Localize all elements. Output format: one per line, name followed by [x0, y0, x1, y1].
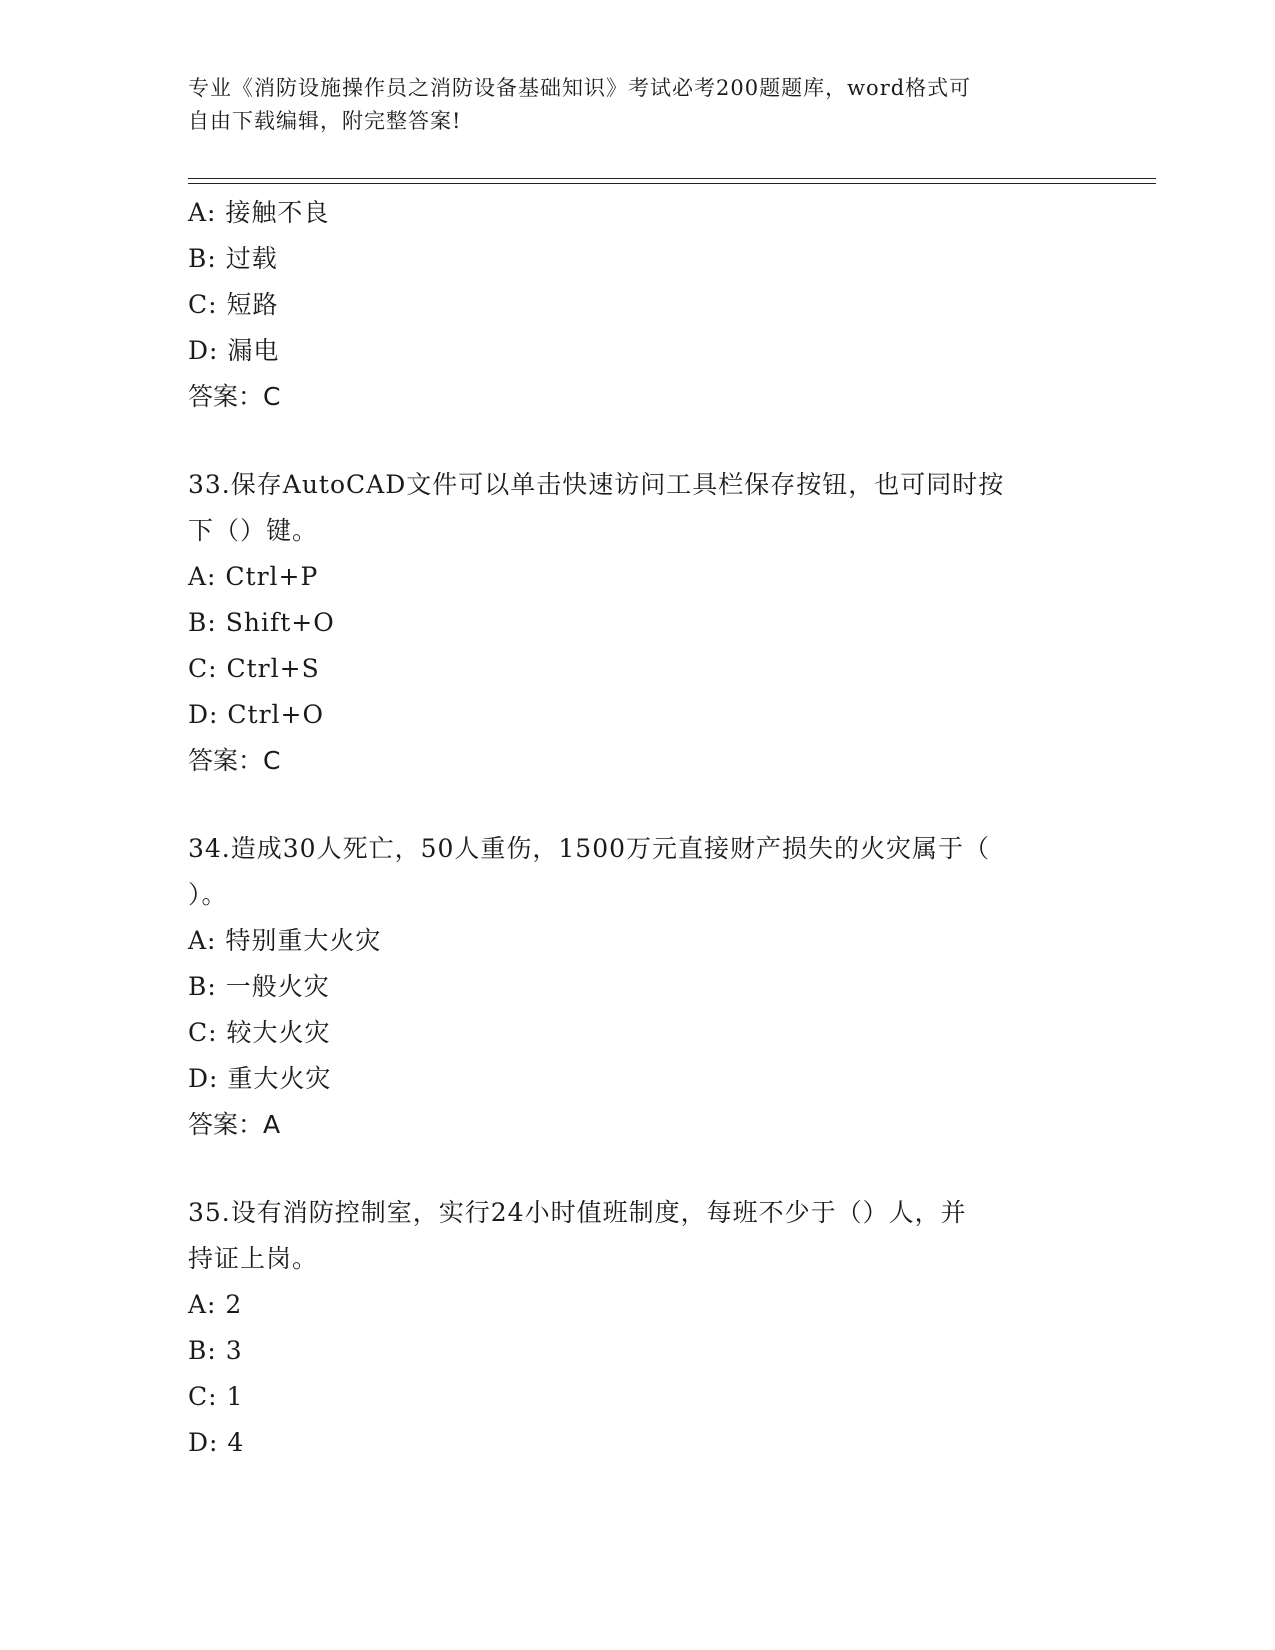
- option-b: B: 一般火灾: [188, 972, 330, 1001]
- stem-line-1: 33.保存AutoCAD文件可以单击快速访问工具栏保存按钮，也可同时按: [188, 470, 1005, 499]
- answer-line: 答案：C: [188, 382, 281, 411]
- option-b: B: 过载: [188, 244, 278, 273]
- header-line-1: 专业《消防设施操作员之消防设备基础知识》考试必考200题题库，word格式可: [188, 76, 972, 100]
- option-d: D: Ctrl+O: [188, 700, 324, 729]
- option-c: C: 短路: [188, 290, 279, 319]
- question-spacer: [188, 1148, 1088, 1190]
- option-a: A: 特别重大火灾: [188, 926, 382, 955]
- header-line-2: 自由下载编辑，附完整答案!: [188, 109, 462, 133]
- header-divider-top: [188, 178, 1156, 179]
- document-header: [188, 72, 1068, 138]
- question-spacer: [188, 420, 1088, 462]
- option-c: C: Ctrl+S: [188, 654, 320, 683]
- question-stem: [188, 462, 1068, 554]
- option-b: B: Shift+O: [188, 608, 335, 637]
- stem-line-2: 持证上岗。: [188, 1244, 319, 1273]
- option-c: C: 1: [188, 1382, 244, 1411]
- answer-line: 答案：A: [188, 1110, 281, 1139]
- header-divider-bottom: [188, 183, 1156, 184]
- question-list: [188, 190, 1088, 1466]
- question-stem: [188, 1190, 1068, 1282]
- question-34: [188, 826, 1088, 1148]
- question-33: [188, 462, 1088, 784]
- question-32: [188, 190, 1088, 420]
- stem-line-1: 35.设有消防控制室，实行24小时值班制度，每班不少于（）人，并: [188, 1198, 967, 1227]
- stem-line-2: 下（）键。: [188, 516, 319, 545]
- option-d: D: 重大火灾: [188, 1064, 332, 1093]
- option-a: A: 接触不良: [188, 198, 330, 227]
- option-a: A: Ctrl+P: [188, 562, 319, 591]
- question-35: [188, 1190, 1088, 1466]
- stem-line-2: ）。: [188, 880, 228, 909]
- option-c: C: 较大火灾: [188, 1018, 331, 1047]
- option-a: A: 2: [188, 1290, 243, 1319]
- option-b: B: 3: [188, 1336, 243, 1365]
- option-d: D: 漏电: [188, 336, 280, 365]
- answer-line: 答案：C: [188, 746, 281, 775]
- question-stem: [188, 826, 1068, 918]
- question-spacer: [188, 784, 1088, 826]
- option-d: D: 4: [188, 1428, 245, 1457]
- stem-line-1: 34.造成30人死亡，50人重伤，1500万元直接财产损失的火灾属于（: [188, 834, 991, 863]
